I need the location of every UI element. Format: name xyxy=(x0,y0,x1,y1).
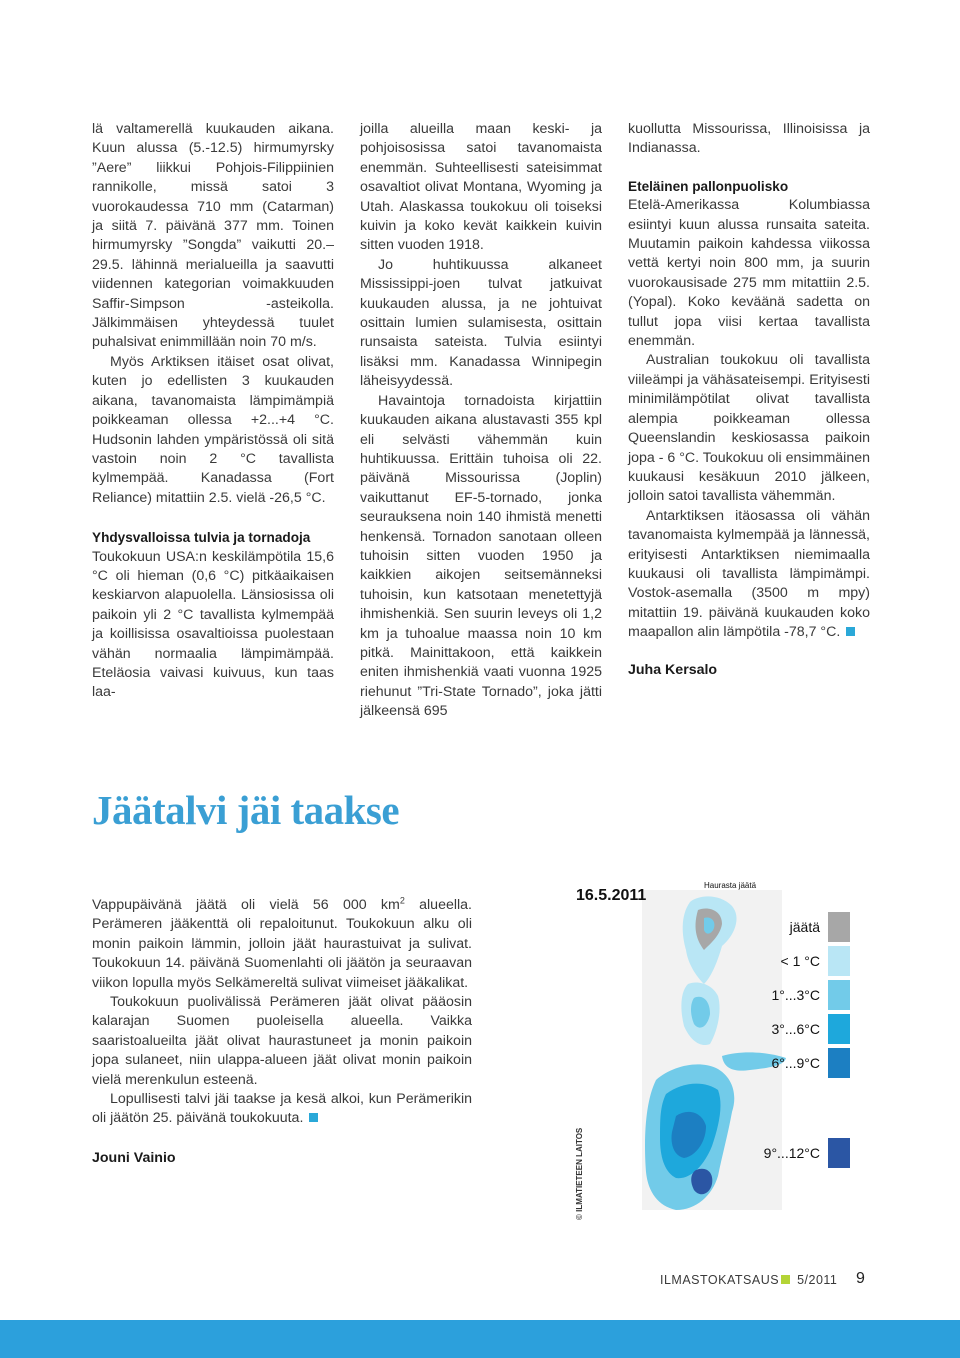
col1-paragraph-1: lä valtamerellä kuukauden aikana. Kuun alussa (5.-12.5) hirmumyrsky ”Aere” liikkui Pohjois-Filippiinien rannikolle, missä satoi 3 vuorokaudessa 710 mm (Catarman) ja siitä 7. päivänä 377 mm. Toinen hirmumyrsky ”Songda” vaikutti 20.–29.5. lähinnä merialueilla ja saavutti viidennen kategorian voimakkuuden Saffir-Simpson -asteikolla. Jälkimmäisen yhteydessä tuulet puhalsivat enimmillään noin 70 m/s. xyxy=(92,121,334,351)
issue-number: 5/2011 xyxy=(797,1273,838,1287)
col3-paragraph-1: kuollutta Missourissa, Illinoisissa ja Indianassa. xyxy=(628,121,870,157)
legend-label: 9°...12°C xyxy=(763,1145,820,1161)
col3-paragraph-3: Australian toukokuu oli tavallista viileämpi ja vähäsateisempi. Erityisesti minimilämpötilat olivat tavallista alempia poikkeaman ollessa Queenslandin keskiosassa paikoin jopa - 6 °C. Toukokuu oli ensimmäinen kuukausi kesäkuun 2010 jälkeen, jolloin satoi tavallista vähemmän. xyxy=(628,352,870,505)
legend-swatch xyxy=(828,1048,850,1078)
legend-label: 6°...9°C xyxy=(771,1055,820,1071)
legend-swatch xyxy=(828,912,850,942)
ice-author-signature: Jouni Vainio xyxy=(92,1149,176,1166)
ice-article xyxy=(92,896,472,1168)
col1-paragraph-3: Toukokuun USA:n keskilämpötila 15,6 °C oli hieman (0,6 °C) pitkäaikaisen keskiarvon alapuolella. Länsiosissa oli paikoin yli 2 °C tavallista kylmempää ja koillisissa osavaltioissa puolestaan vähän normaalia lämpimämpää. Eteläosia vaivasi kuivuus, kun taas laa- xyxy=(92,548,334,701)
column-1 xyxy=(92,120,334,703)
ice-paragraph-1 xyxy=(92,896,472,993)
col3-paragraph-4 xyxy=(628,507,870,643)
col2-paragraph-2: Jo huhtikuussa alkaneet Mississippi-joen tulvat jatkuivat kuukauden alussa, ja ne johtuivat osittain lumien sulamisesta, osittain runsaista sateista. Tulvia esiintyi lisäksi mm. Kanadassa Winnipegin läheisyydessä. xyxy=(360,256,602,390)
legend-swatch xyxy=(828,946,850,976)
map-fragile-ice-label: Haurasta jäätä xyxy=(704,881,757,890)
col3-paragraph-2: Etelä-Amerikassa Kolumbiassa esiintyi kuun alussa runsaita sateita. Muutamin paikoin kahdessa viikossa vettä kertyi noin 800 mm, ja suurin vuorokausisade 275 mm mitattiin 2.5. (Yopal). Koko keväänä sadetta on tullut jopa viisi kertaa tavallista enemmän. xyxy=(628,197,870,350)
legend-label: jäätä xyxy=(789,919,820,935)
col2-paragraph-3: Havaintoja tornadoista kirjattiin kuukauden aikana alustavasti 355 kpl eli selvästi vähemmän kuin huhtikuussa. Erittäin tuhoisa oli 22. päivänä Missourissa (Joplin) vaikuttanut EF-5-tornado, jonka seurauksena noin 140 ihmistä menetti henkensä. Tornadon sanotaan olleen tuhoisin sitten vuoden 1950 ja kaikkien aikojen seitsemänneksi tuhoisin, kun katsotaan menetettyjä ihmishenkiä. Sen suurin leveys oli 1,2 km ja tuhoalue maassa noin 10 km pitkä. Mainittakoon, että kaikkein eniten ihmishenkiä vaati vuonna 1925 riehunut ”Tri-State Tornado”, joka jätti jälkeensä 695 xyxy=(360,392,602,720)
legend-swatch xyxy=(828,1014,850,1044)
legend-label: < 1 °C xyxy=(780,953,820,969)
column-2 xyxy=(360,120,602,722)
article-title: Jäätalvi jäi taakse xyxy=(92,787,400,833)
legend-label: 1°...3°C xyxy=(771,987,820,1003)
baltic-sea-temperature-map xyxy=(572,880,862,1225)
map-date: 16.5.2011 xyxy=(576,887,647,904)
end-square-icon xyxy=(846,627,855,636)
ice-p3-text: Lopullisesti talvi jäi taakse ja kesä alkoi, kun Perämerikin oli jäätön 25. päivänä toukokuuta. xyxy=(92,1091,472,1127)
end-square-icon xyxy=(309,1113,318,1122)
page-number: 9 xyxy=(856,1270,865,1287)
column-3 xyxy=(628,120,870,680)
col1-paragraph-2: Myös Arktiksen itäiset osat olivat, kuten jo edellisten 3 kuukauden aikana, tavanomaista lämpimämpiä poikkeaman ollessa +2...+4 °C. Hudsonin lahden ympäristössä oli sitä vastoin noin 2 °C tavallista kylmempää. Kanadassa (Fort Reliance) mitattiin 2.5. vielä -26,5 °C. xyxy=(92,353,334,506)
ice-paragraph-2: Toukokuun puolivälissä Perämeren jäät olivat pääosin kalarajan Suomen puoleisella alueella. Vaikka saaristoalueilta jäät olivat haurastuneet ja monin paikoin jopa sulaneet, niin ulappa-alueen jäät olivat monin paikoin vielä merenkulun esteenä. xyxy=(92,994,472,1088)
page-footer xyxy=(660,1273,837,1287)
ice-p1-part-b: alueella. Perämeren jääkenttä oli repaloitunut. Toukokuun alku oli monin paikoin lämmin, jolloin jäät haurastuivat ja sulivat. Toukokuun 14. päivänä Suomenlahti oli jäätön ja seuraavan viikon lopulla myös Selkämereltä sulivat viimeiset jääkalikat. xyxy=(92,897,472,991)
legend-swatch xyxy=(828,1138,850,1168)
ice-p1-part-a: Vappupäivänä jäätä oli vielä 56 000 km xyxy=(92,897,400,913)
ice-paragraph-3 xyxy=(92,1090,472,1129)
col3-subheading: Eteläinen pallonpuolisko xyxy=(628,178,789,194)
col3-paragraph-4-text: Antarktiksen itäosassa oli vähän tavanomaista kylmempää ja lännessä, erityisesti Antarktiksen niemimaalla kuukausi oli tavallista lämpimämpi. Vostok-asemalla (3500 m mpy) mitattiin 19. päivänä kuukauden koko maapallon alin lämpötila -78,7 °C. xyxy=(628,507,870,641)
col1-subheading: Yhdysvalloissa tulvia ja tornadoja xyxy=(92,530,311,546)
col2-paragraph-1: joilla alueilla maan keski- ja pohjoisosissa satoi tavanomaista enemmän. Suhteellisesti sateisimmat osavaltiot olivat Montana, Wyoming ja Utah. Alaskassa toukokuu oli toiseksi kuivin ja koko kevät kaikkein kuivin sitten vuoden 1918. xyxy=(360,121,602,254)
publication-name: ILMASTOKATSAUS xyxy=(660,1273,780,1287)
ice-p1-superscript: 2 xyxy=(399,895,405,906)
legend-swatch xyxy=(828,980,850,1010)
map-copyright: © ILMATIETEEN LAITOS xyxy=(575,1127,584,1220)
author-signature: Juha Kersalo xyxy=(628,661,718,678)
bottom-bar xyxy=(0,1320,960,1358)
square-icon xyxy=(781,1275,790,1284)
legend-label: 3°...6°C xyxy=(771,1021,820,1037)
